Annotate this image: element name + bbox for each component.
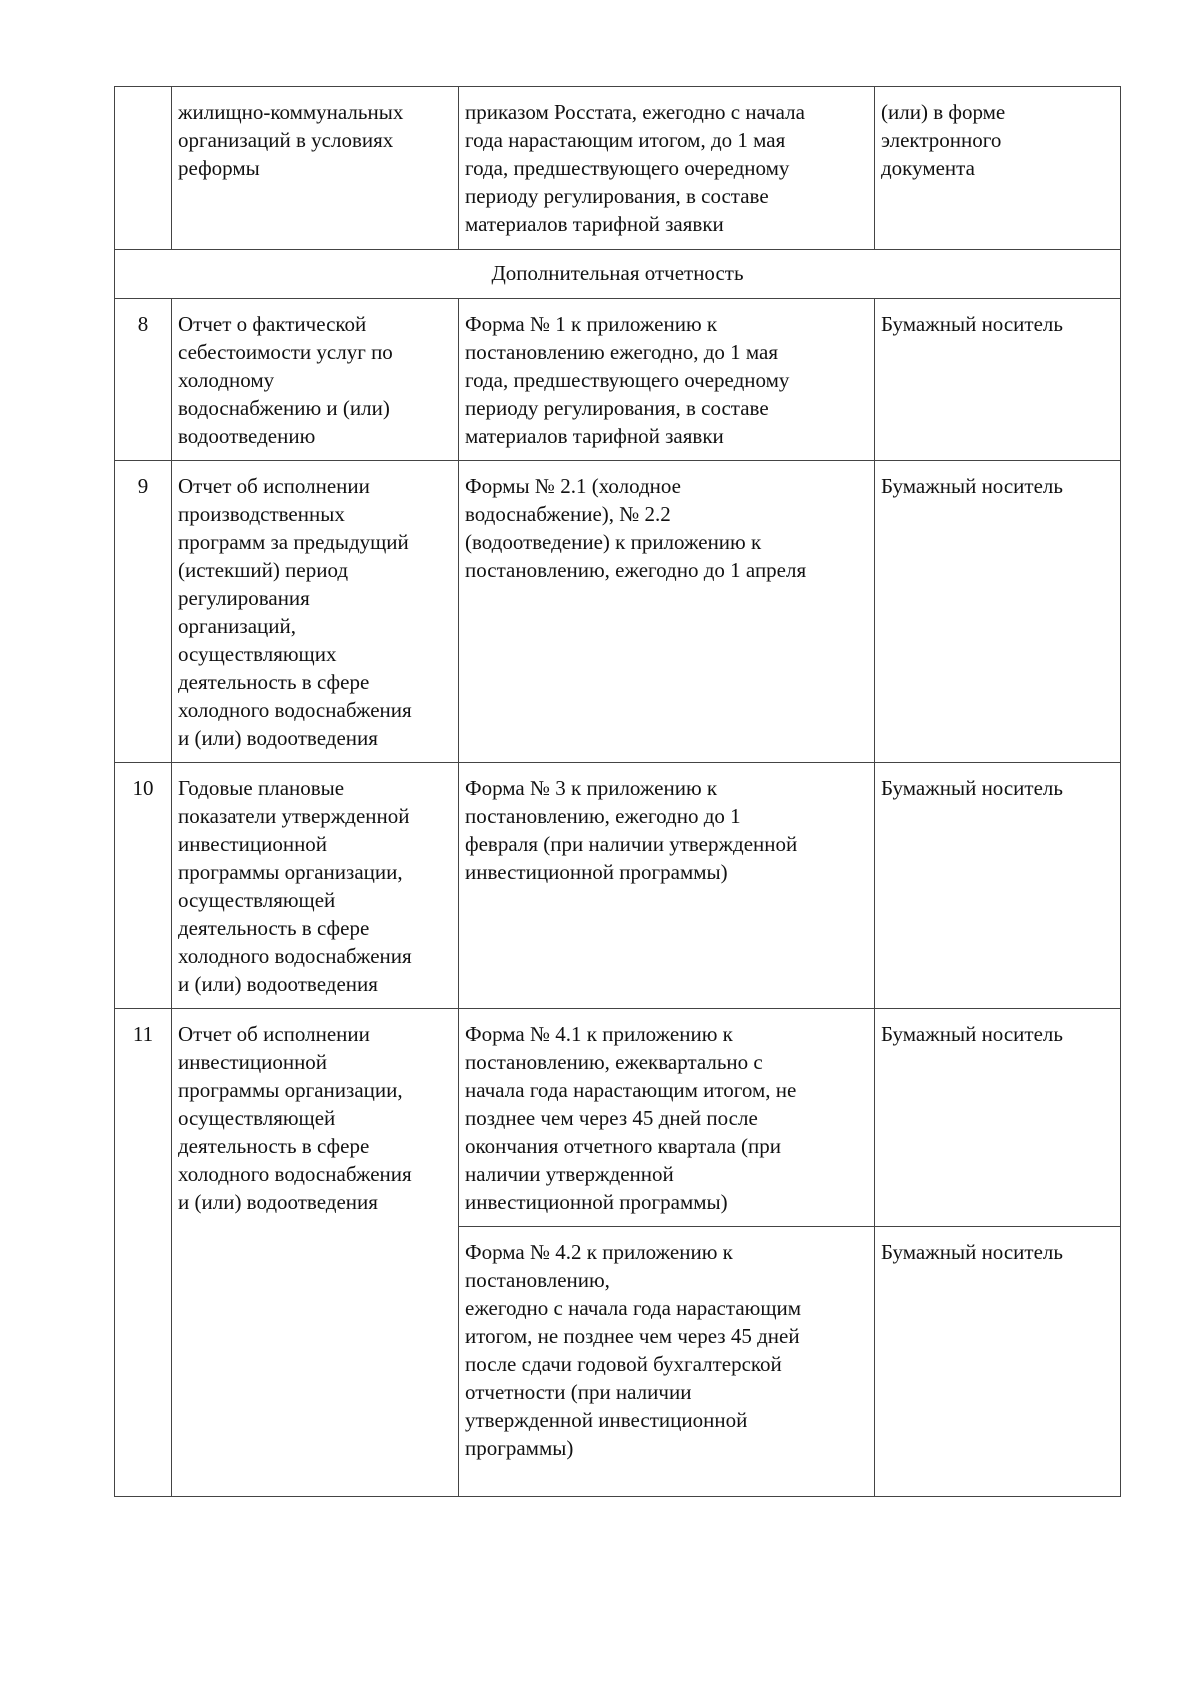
row-number-cell: 8: [115, 299, 172, 461]
form-deadline-cell: Форма № 3 к приложению к постановлению, ежегодно до 1 февраля (при наличии утвержденной инвестиционной программы): [459, 763, 875, 1009]
table-row-continuation: [115, 87, 1121, 250]
table-row: [115, 461, 1121, 763]
reporting-table: [114, 86, 1121, 1497]
row-number-cell: 10: [115, 763, 172, 1009]
report-name-cell: Отчет об исполнении инвестиционной программы организации, осуществляющей деятельность в сфере холодного водоснабжения и (или) водоотведения: [172, 1009, 459, 1497]
section-title: Дополнительная отчетность: [115, 250, 1121, 299]
table-row: [115, 1009, 1121, 1227]
form-deadline-cell: Форма № 4.2 к приложению к постановлению, ежегодно с начала года нарастающим итогом, не позднее чем через 45 дней после сдачи годовой бухгалтерской отчетности (при наличии утвержденной инвестиционной программы): [459, 1227, 875, 1497]
form-deadline-cell: Форма № 4.1 к приложению к постановлению, ежеквартально с начала года нарастающим итогом, не позднее чем через 45 дней после окончания отчетного квартала (при наличии утвержденной инвестиционной программы): [459, 1009, 875, 1227]
form-deadline-cell: Формы № 2.1 (холодное водоснабжение), № 2.2 (водоотведение) к приложению к постановлению, ежегодно до 1 апреля: [459, 461, 875, 763]
medium-cell: Бумажный носитель: [875, 299, 1121, 461]
medium-cell: (или) в форме электронного документа: [875, 87, 1121, 250]
report-name-cell: Годовые плановые показатели утвержденной инвестиционной программы организации, осуществляющей деятельность в сфере холодного водоснабжения и (или) водоотведения: [172, 763, 459, 1009]
form-deadline-cell: Форма № 1 к приложению к постановлению ежегодно, до 1 мая года, предшествующего очередному периоду регулирования, в составе материалов тарифной заявки: [459, 299, 875, 461]
table-row: [115, 763, 1121, 1009]
medium-cell: Бумажный носитель: [875, 461, 1121, 763]
row-number-cell: [115, 87, 172, 250]
section-header-row: [115, 250, 1121, 299]
medium-cell: Бумажный носитель: [875, 1009, 1121, 1227]
form-deadline-cell: приказом Росстата, ежегодно с начала года нарастающим итогом, до 1 мая года, предшествующего очередному периоду регулирования, в составе материалов тарифной заявки: [459, 87, 875, 250]
report-name-cell: Отчет об исполнении производственных программ за предыдущий (истекший) период регулирования организаций, осуществляющих деятельность в сфере холодного водоснабжения и (или) водоотведения: [172, 461, 459, 763]
row-number-cell: 9: [115, 461, 172, 763]
report-name-cell: Отчет о фактической себестоимости услуг по холодному водоснабжению и (или) водоотведению: [172, 299, 459, 461]
row-number-cell: 11: [115, 1009, 172, 1497]
table-row: [115, 299, 1121, 461]
medium-cell: Бумажный носитель: [875, 763, 1121, 1009]
medium-cell: Бумажный носитель: [875, 1227, 1121, 1497]
report-name-cell: жилищно-коммунальных организаций в условиях реформы: [172, 87, 459, 250]
